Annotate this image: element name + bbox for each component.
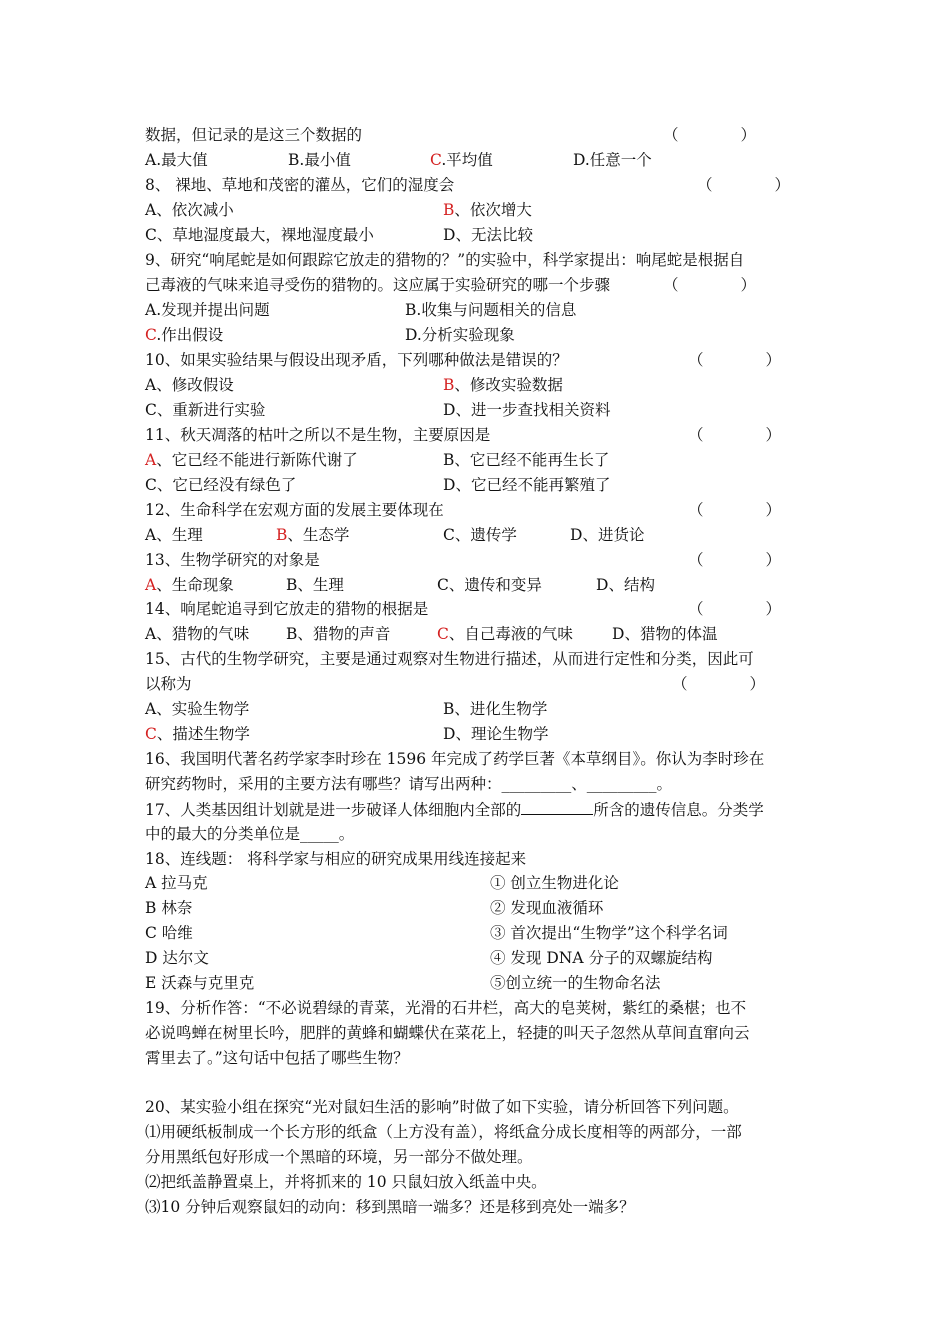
- q20-text-line4: ⑵把纸盖静置桌上，并将抓来的 10 只鼠妇放入纸盖中央。: [145, 1173, 547, 1191]
- q11-text: 11、秋天凋落的枯叶之所以不是生物，主要原因是: [145, 426, 491, 444]
- q10-option-c: [145, 399, 265, 421]
- option-letter: C: [145, 326, 157, 344]
- q9-option-a: [145, 299, 270, 321]
- q13-answer-paren: （ ）: [688, 551, 782, 569]
- option-letter: A: [145, 625, 157, 643]
- option-text: 、猎物的声音: [297, 625, 391, 643]
- q7-option-d: [573, 149, 652, 171]
- option-letter: C: [430, 151, 442, 169]
- option-text: 、它已经不能再生长了: [454, 451, 610, 469]
- option-letter: D: [443, 725, 456, 743]
- option-text: 、草地湿度最大，裸地湿度最小: [156, 226, 374, 244]
- q11-option-c: [145, 474, 296, 496]
- option-text: 、重新进行实验: [156, 401, 266, 419]
- q19-text-line3: 霄里去了。”这句话中包括了哪些生物？: [145, 1049, 409, 1067]
- option-text: 、修改实验数据: [454, 376, 563, 394]
- q9-answer-paren: （ ）: [663, 276, 757, 294]
- q10-option-a: [145, 374, 234, 396]
- option-letter: D: [570, 526, 583, 544]
- option-letter: C: [443, 526, 455, 544]
- q18-scientist-a: A 拉马克: [145, 874, 208, 892]
- q17-text-line1: [145, 798, 764, 821]
- option-text: 、猎物的体温: [624, 625, 718, 643]
- q20-text-line1: 20、某实验小组在探究“光对鼠妇生活的影响”时做了如下实验，请分析回答下列问题。: [145, 1098, 739, 1116]
- option-letter: D: [443, 476, 456, 494]
- option-text: .分析实验现象: [416, 326, 515, 344]
- q16-text-line1: 16、我国明代著名药学家李时珍在 1596 年完成了药学巨著《本草纲目》。你认为李时珍在: [145, 750, 765, 768]
- q15-text-line1: 15、古代的生物学研究，主要是通过观察对生物进行描述，从而进行定性和分类，因此可: [145, 650, 754, 668]
- q15-text-line2: 以称为: [145, 675, 192, 693]
- q12-option-b: [276, 524, 349, 546]
- option-text: 、遗传和变异: [448, 576, 542, 594]
- option-text: 、依次减小: [156, 201, 234, 219]
- q19-text-line2: 必说鸣蝉在树里长吟，肥胖的黄蜂和蝴蝶伏在菜花上，轻捷的叫天子忽然从草间直窜向云: [145, 1024, 750, 1042]
- q13-option-a: [145, 574, 234, 596]
- option-text: 、理论生物学: [455, 725, 549, 743]
- q17-answer-blank: [521, 798, 593, 815]
- q18-title: 18、连线题： 将科学家与相应的研究成果用线连接起来: [145, 850, 527, 868]
- option-text: 、生理: [297, 576, 344, 594]
- option-letter: A: [145, 576, 157, 594]
- q18-scientist-b: B 林奈: [145, 899, 193, 917]
- option-letter: D: [443, 226, 456, 244]
- option-letter: C: [145, 725, 157, 743]
- option-letter: B: [443, 700, 455, 718]
- q20-text-line2: ⑴用硬纸板制成一个长方形的纸盒（上方没有盖），将纸盒分成长度相等的两部分，一部: [145, 1123, 742, 1141]
- option-text: .任意一个: [584, 151, 652, 169]
- q9-option-c: [145, 324, 223, 346]
- option-letter: B: [286, 625, 298, 643]
- q18-scientist-d: D 达尔文: [145, 949, 209, 967]
- option-letter: C: [145, 476, 157, 494]
- q15-option-d: [443, 723, 548, 745]
- q14-option-a: [145, 623, 249, 645]
- q17-text-line2: 中的最大的分类单位是_____。: [145, 825, 355, 843]
- q11-option-b: [443, 449, 609, 471]
- q8-answer-paren: （ ）: [697, 176, 791, 194]
- q13-option-c: [437, 574, 542, 596]
- q14-option-d: [612, 623, 717, 645]
- q7-answer-paren: （ ）: [663, 126, 757, 144]
- option-text: 、依次增大: [454, 201, 532, 219]
- option-text: 、描述生物学: [156, 725, 250, 743]
- option-text: .平均值: [441, 151, 493, 169]
- option-text: 、它已经不能进行新陈代谢了: [156, 451, 358, 469]
- q17-text-line1-end: 所含的遗传信息。分类学: [593, 801, 764, 819]
- q13-text: 13、生物学研究的对象是: [145, 551, 320, 569]
- option-text: .作出假设: [156, 326, 224, 344]
- option-text: 、实验生物学: [156, 700, 250, 718]
- q10-option-d: [443, 399, 610, 421]
- option-text: 、结构: [608, 576, 655, 594]
- q15-option-b: [443, 698, 547, 720]
- q13-option-d: [596, 574, 655, 596]
- option-letter: B: [443, 376, 455, 394]
- option-text: 、无法比较: [455, 226, 533, 244]
- q20-text-line5: ⑶10 分钟后观察鼠妇的动向：移到黑暗一端多？还是移到亮处一端多？: [145, 1198, 635, 1216]
- option-text: .最大值: [156, 151, 208, 169]
- option-text: 、进化生物学: [454, 700, 548, 718]
- option-letter: D: [443, 401, 456, 419]
- q10-option-b: [443, 374, 563, 396]
- q14-answer-paren: （ ）: [688, 600, 782, 618]
- option-letter: B: [443, 201, 455, 219]
- q7-option-a: [145, 149, 208, 171]
- option-letter: A: [145, 526, 157, 544]
- option-text: .最小值: [299, 151, 351, 169]
- q18-achievement-4: ④ 发现 DNA 分子的双螺旋结构: [490, 949, 713, 967]
- q11-answer-paren: （ ）: [688, 426, 782, 444]
- q13-option-b: [286, 574, 344, 596]
- q14-text: 14、响尾蛇追寻到它放走的猎物的根据是: [145, 600, 429, 618]
- option-letter: A: [145, 151, 157, 169]
- q15-option-c: [145, 723, 250, 745]
- option-text: 、生命现象: [156, 576, 234, 594]
- option-text: 、遗传学: [454, 526, 517, 544]
- q18-achievement-5: ⑤创立统一的生物命名法: [490, 974, 661, 992]
- q15-option-a: [145, 698, 249, 720]
- q9-option-b: [405, 299, 576, 321]
- q12-option-a: [145, 524, 203, 546]
- q12-text: 12、生命科学在宏观方面的发展主要体现在: [145, 501, 444, 519]
- option-letter: A: [145, 376, 157, 394]
- q19-text-line1: 19、分析作答：“不必说碧绿的青菜，光滑的石井栏，高大的皂荚树，紫红的桑椹；也不: [145, 999, 747, 1017]
- option-text: 、进一步查找相关资料: [455, 401, 611, 419]
- q18-achievement-3: ③ 首次提出“生物学”这个科学名词: [490, 924, 728, 942]
- q17-text-line1-start: 17、人类基因组计划就是进一步破译人体细胞内全部的: [145, 801, 522, 819]
- q18-achievement-1: ① 创立生物进化论: [490, 874, 619, 892]
- option-letter: B: [405, 301, 417, 319]
- q18-achievement-2: ② 发现血液循环: [490, 899, 604, 917]
- q8-option-c: [145, 224, 374, 246]
- q8-option-a: [145, 199, 234, 221]
- option-text: .发现并提出问题: [156, 301, 270, 319]
- option-letter: B: [286, 576, 298, 594]
- option-letter: C: [145, 401, 157, 419]
- q10-answer-paren: （ ）: [688, 351, 782, 369]
- q16-text-line2: 研究药物时，采用的主要方法有哪些？请写出两种：_________、_________。: [145, 775, 673, 793]
- option-letter: B: [443, 451, 455, 469]
- option-letter: C: [145, 226, 157, 244]
- q15-answer-paren: （ ）: [672, 675, 766, 693]
- option-text: 、生理: [156, 526, 203, 544]
- q14-option-c: [437, 623, 573, 645]
- option-letter: D: [596, 576, 609, 594]
- option-text: 、自己毒液的气味: [448, 625, 573, 643]
- q7-text: 数据，但记录的是这三个数据的: [145, 126, 363, 144]
- option-letter: D: [573, 151, 585, 169]
- q9-text-line1: 9、研究“响尾蛇是如何跟踪它放走的猎物的？”的实验中，科学家提出：响尾蛇是根据自: [145, 251, 745, 269]
- option-letter: B: [288, 151, 300, 169]
- option-text: 、修改假设: [156, 376, 234, 394]
- option-letter: D: [612, 625, 625, 643]
- option-letter: D: [405, 326, 417, 344]
- q9-text-line2: 己毒液的气味来追寻受伤的猎物的。这应属于实验研究的哪一个步骤: [145, 276, 611, 294]
- q14-option-b: [286, 623, 390, 645]
- q11-option-d: [443, 474, 610, 496]
- option-letter: B: [276, 526, 288, 544]
- q8-text: 8、 裸地、草地和茂密的灌丛，它们的湿度会: [145, 176, 455, 194]
- q8-option-b: [443, 199, 532, 221]
- option-letter: A: [145, 451, 157, 469]
- q12-option-c: [443, 524, 517, 546]
- q18-scientist-c: C 哈维: [145, 924, 193, 942]
- q11-option-a: [145, 449, 358, 471]
- option-letter: C: [437, 576, 449, 594]
- q20-text-line3: 分用黑纸包好形成一个黑暗的环境，另一部分不做处理。: [145, 1148, 533, 1166]
- q9-option-d: [405, 324, 515, 346]
- option-text: 、它已经没有绿色了: [156, 476, 297, 494]
- q12-option-d: [570, 524, 644, 546]
- option-letter: A: [145, 301, 157, 319]
- option-text: 、它已经不能再繁殖了: [455, 476, 611, 494]
- option-text: 、进货论: [582, 526, 645, 544]
- q10-text: 10、如果实验结果与假设出现矛盾，下列哪种做法是错误的？: [145, 351, 568, 369]
- option-letter: C: [437, 625, 449, 643]
- q18-scientist-e: E 沃森与克里克: [145, 974, 255, 992]
- q12-answer-paren: （ ）: [688, 501, 782, 519]
- option-text: 、猎物的气味: [156, 625, 250, 643]
- option-letter: A: [145, 201, 157, 219]
- option-text: 、生态学: [287, 526, 350, 544]
- q8-option-d: [443, 224, 533, 246]
- option-letter: A: [145, 700, 157, 718]
- q7-option-b: [288, 149, 351, 171]
- q7-option-c: [430, 149, 493, 171]
- option-text: .收集与问题相关的信息: [416, 301, 577, 319]
